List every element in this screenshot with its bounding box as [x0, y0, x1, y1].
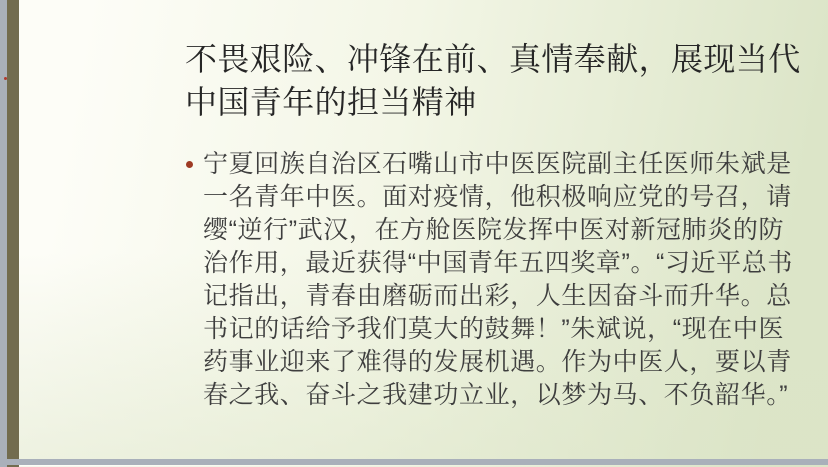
- body-line: 缨“逆行”武汉，在方舱医院发挥中医对新冠肺炎的防: [203, 216, 785, 244]
- slide[interactable]: [7, 0, 828, 459]
- body-line: 春之我、奋斗之我建功立业，以梦为马、不负韶华。”: [203, 381, 789, 409]
- slide-title[interactable]: [185, 38, 801, 124]
- body-line: 宁夏回族自治区石嘴山市中医医院副主任医师朱斌是: [203, 150, 792, 178]
- title-line: 不畏艰险、冲锋在前、真情奉献，展现当代: [185, 41, 801, 77]
- body-line: 药事业迎来了难得的发展机遇。作为中医人，要以青: [203, 348, 792, 376]
- slide-accent-bar: [7, 0, 19, 459]
- body-line: 治作用，最近获得“中国青年五四奖章”。“习近平总书: [203, 249, 793, 277]
- body-line: 记指出，青春由磨砺而出彩，人生因奋斗而升华。总: [203, 282, 792, 310]
- marker-dot: [4, 77, 7, 80]
- body-paragraph: [203, 148, 793, 412]
- bullet-marker: [186, 148, 203, 412]
- body-line: 一名青年中医。面对疫情，他积极响应党的号召，请: [203, 183, 792, 211]
- slide-background: [19, 0, 828, 459]
- body-line: 书记的话给予我们莫大的鼓舞！”朱斌说，“现在中医: [203, 315, 785, 343]
- slide-body-text[interactable]: [186, 148, 793, 412]
- title-line: 中国青年的担当精神: [185, 84, 477, 120]
